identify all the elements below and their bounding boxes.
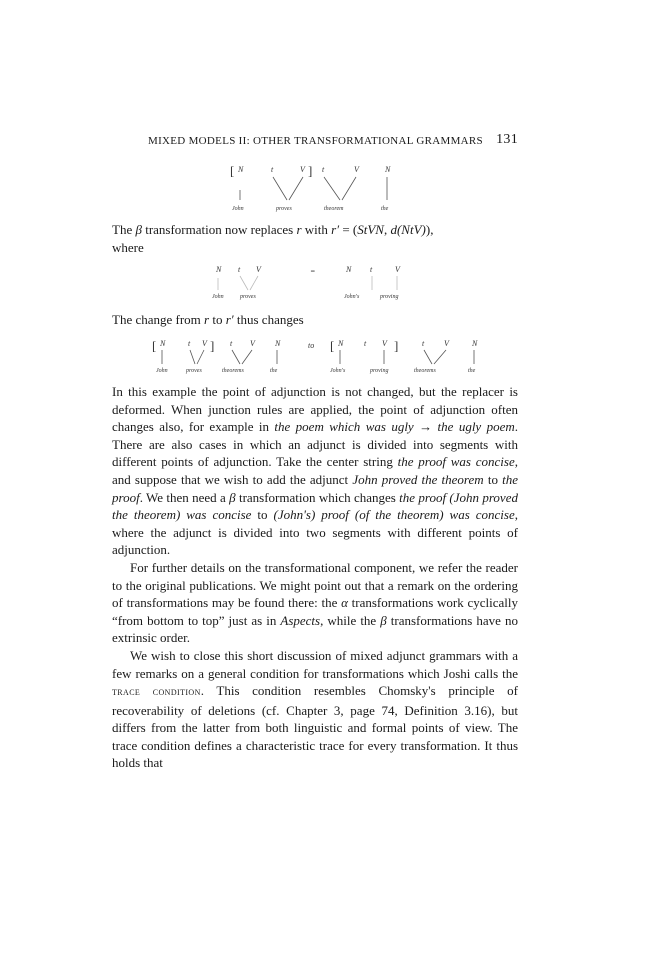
svg-text:t: t bbox=[422, 339, 425, 348]
tree1-edge bbox=[289, 177, 303, 200]
example: the ugly poem bbox=[437, 419, 515, 435]
svg-text:V: V bbox=[444, 339, 449, 348]
running-head bbox=[148, 133, 518, 151]
example: the proof (John proved the theorem) was concise bbox=[112, 489, 518, 523]
r-symbol: r bbox=[296, 222, 302, 237]
tree3-leaf: theorems bbox=[414, 368, 436, 374]
text-run: to bbox=[209, 312, 226, 327]
tree1-symbol-1: N bbox=[238, 165, 244, 174]
svg-text:]: ] bbox=[210, 338, 215, 353]
r-prime-symbol: r′ bbox=[331, 222, 340, 237]
text-run: , and suppose that we wish to add the adjunct bbox=[112, 454, 518, 487]
paragraph-further-details bbox=[112, 559, 518, 647]
text-run: The bbox=[112, 222, 136, 237]
tree2-leaf-1: John bbox=[212, 294, 224, 300]
term-trace-condition: trace condition bbox=[112, 686, 201, 699]
text-run: thus changes bbox=[233, 312, 304, 327]
tree1-symbol-4: t bbox=[322, 165, 325, 174]
bracket-close: ] bbox=[308, 163, 313, 178]
paragraph-change bbox=[112, 311, 518, 329]
r-prime-symbol: r′ bbox=[225, 312, 234, 327]
page-number: 131 bbox=[496, 132, 518, 147]
example: the proof bbox=[112, 471, 518, 505]
svg-text:V: V bbox=[256, 265, 261, 274]
beta-symbol: β bbox=[380, 612, 387, 628]
text-run: to bbox=[251, 507, 274, 523]
tree1-edge bbox=[324, 177, 340, 200]
svg-text:t: t bbox=[238, 265, 241, 274]
tree1-leaf-4: the bbox=[381, 206, 389, 212]
tree-diagram-1 bbox=[228, 158, 408, 214]
book-title: Aspects bbox=[280, 612, 321, 628]
bracket-open: [ bbox=[230, 163, 235, 178]
svg-text:[: [ bbox=[330, 338, 335, 353]
text-run: For further details on the transformational component, we refer the reader to the original publications. We might point out that a remark on the ordering of transformations may be found there: the bbox=[112, 559, 518, 611]
tree3-leaf: the bbox=[468, 368, 476, 374]
svg-text:t: t bbox=[230, 339, 233, 348]
tree3-leaf: proves bbox=[186, 368, 202, 374]
tree3-leaf: proving bbox=[370, 368, 389, 374]
text-run: . We then need a bbox=[139, 489, 230, 505]
svg-text:N: N bbox=[275, 339, 281, 348]
tree1-leaf-2: proves bbox=[276, 206, 292, 212]
tree1-symbol-6: N bbox=[385, 165, 391, 174]
svg-text:t: t bbox=[188, 339, 191, 348]
body-text bbox=[112, 383, 518, 772]
svg-text:N: N bbox=[338, 339, 344, 348]
tree3-leaf: the bbox=[270, 368, 278, 374]
tree2-leaf-2: proves bbox=[240, 294, 256, 300]
text-run: ), bbox=[425, 222, 434, 237]
text-run: , where the adjunct is divided into two segments with different points of adjunction. bbox=[112, 507, 518, 558]
text-run: . This condition resembles Chomsky's principle of recoverability of deletions (cf. Chapter 3, page 74, Definition 3.16), but differs from the latter from both linguistic and formal points of view. The trace condition defines a characteristic trace for every transformation. It thus holds that bbox=[112, 683, 518, 771]
paragraph-beta-replaces bbox=[112, 221, 518, 256]
tree1-edge bbox=[273, 177, 287, 200]
alpha-symbol: α bbox=[341, 595, 348, 611]
paragraph-trace-condition bbox=[112, 647, 518, 772]
to-label: to bbox=[308, 341, 315, 350]
running-head-title: MIXED MODELS II: OTHER TRANSFORMATIONAL GRAMMARS bbox=[148, 135, 483, 147]
tree1-leaf-3: theorem bbox=[324, 206, 344, 212]
text-run: , bbox=[383, 222, 391, 237]
r-symbol: r bbox=[204, 312, 210, 327]
tree2-leaf-3: John's bbox=[344, 294, 360, 300]
text-run: transformation which changes bbox=[235, 489, 400, 505]
tree3-leaf: John's bbox=[330, 368, 346, 374]
svg-text:V: V bbox=[250, 339, 255, 348]
text-run: . There are also cases in which an adjunct is divided into segments with different points of adjunction. Take the center string bbox=[112, 419, 519, 470]
tree1-symbol-3: V bbox=[300, 165, 305, 174]
svg-text:N: N bbox=[216, 265, 222, 274]
tree2-leaf-4: proving bbox=[380, 294, 399, 300]
svg-text:N: N bbox=[160, 339, 166, 348]
svg-text:V: V bbox=[395, 265, 400, 274]
text-run: transformations work cyclically “from bottom to top” just as in bbox=[112, 595, 518, 628]
text-run: to bbox=[483, 471, 503, 487]
svg-text:V: V bbox=[382, 339, 387, 348]
svg-text:N: N bbox=[472, 339, 478, 348]
equals-sign: = bbox=[310, 267, 316, 276]
text-run: , while the bbox=[320, 612, 381, 628]
bracket-open: [ bbox=[152, 338, 157, 353]
formula: StVN bbox=[357, 222, 384, 237]
paragraph-adjunction bbox=[112, 383, 518, 559]
tree1-symbol-2: t bbox=[271, 165, 274, 174]
text-run: transformations have no extrinsic order. bbox=[112, 612, 518, 646]
example: John proved the theorem bbox=[352, 471, 484, 487]
tree1-leaf-1: John bbox=[232, 206, 244, 212]
tree1-symbol-5: V bbox=[354, 165, 359, 174]
svg-text:V: V bbox=[202, 339, 207, 348]
text-run: with bbox=[301, 222, 332, 237]
example: (John's) proof (of the theorem) was concise bbox=[273, 507, 515, 523]
svg-text:N: N bbox=[346, 265, 352, 274]
bracket-close: ] bbox=[394, 338, 399, 353]
beta-symbol: β bbox=[135, 222, 142, 237]
arrow: → bbox=[413, 419, 438, 435]
svg-text:t: t bbox=[370, 265, 373, 274]
tree-diagram-2 bbox=[210, 262, 420, 302]
formula: d(NtV) bbox=[390, 222, 426, 237]
tree-diagram-3 bbox=[150, 336, 490, 376]
text-run: transformation now replaces bbox=[141, 222, 297, 237]
text-run: where bbox=[112, 239, 144, 255]
tree1-edge bbox=[342, 177, 356, 200]
svg-text:t: t bbox=[364, 339, 367, 348]
tree3-leaf: theorems bbox=[222, 368, 244, 374]
text-run: The change from bbox=[112, 312, 205, 327]
example: the proof was concise bbox=[397, 454, 515, 470]
text-run: In this example the point of adjunction is not changed, but the replacer is deformed. When junction rules are applied, the point of adjunction often changes also, for example in bbox=[112, 384, 518, 435]
beta-symbol: β bbox=[229, 489, 236, 505]
text-run: = ( bbox=[339, 222, 358, 237]
text-run: We wish to close this short discussion of mixed adjunct grammars with a few remarks on a general condition for transformations which Joshi calls the bbox=[112, 647, 518, 681]
example: the poem which was ugly bbox=[274, 419, 414, 435]
tree3-leaf: John bbox=[156, 368, 168, 374]
